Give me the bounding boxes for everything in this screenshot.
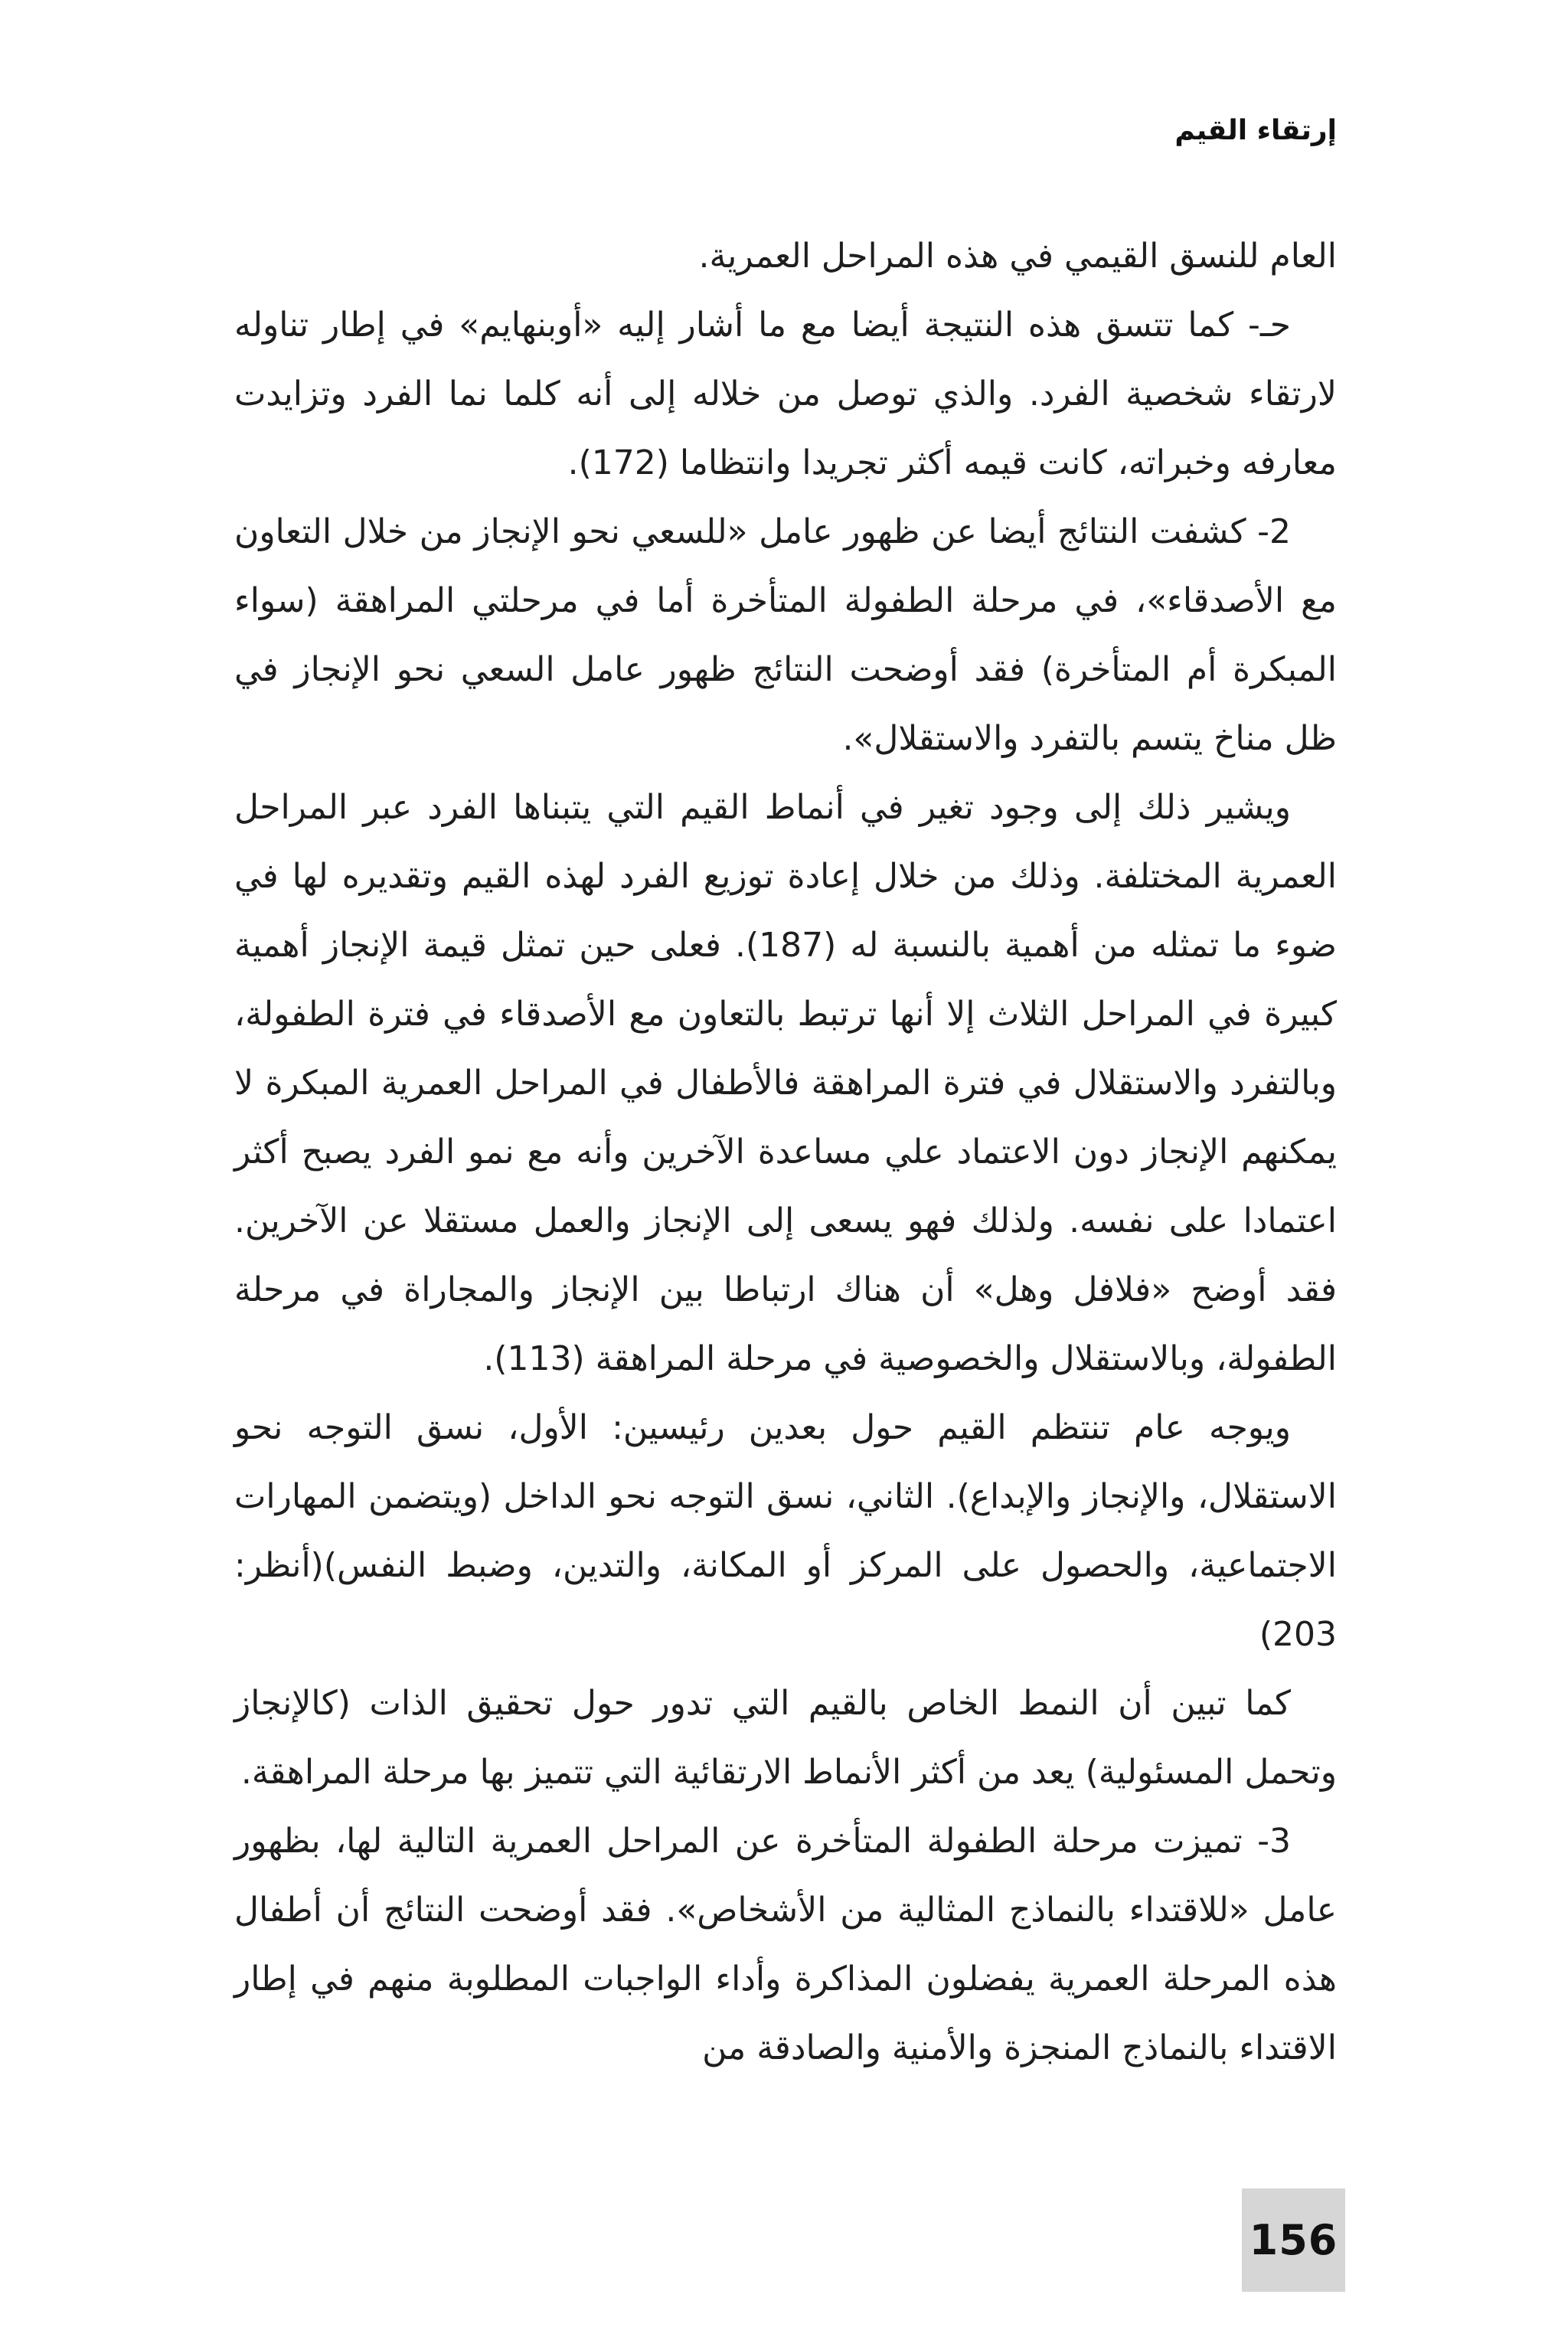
paragraph: حـ- كما تتسق هذه النتيجة أيضا مع ما أشار إليه «أوبنهايم» في إطار تناوله لارتقاء شخصية الفرد. والذي توصل من خلاله إلى أنه كلما نما الفرد وتزايدت معارفه وخبراته، كانت قيمه أكثر تجريدا وانتظاما (172). <box>234 306 1337 482</box>
page-number-box <box>1242 2188 1345 2292</box>
running-header: إرتقاء القيم <box>1174 115 1337 146</box>
paragraph: ويشير ذلك إلى وجود تغير في أنماط القيم التي يتبناها الفرد عبر المراحل العمرية المختلفة. وذلك من خلال إعادة توزيع الفرد لهذه القيم وتقديره لها في ضوء ما تمثله من أهمية بالنسبة له (187). فعلى حين تمثل قيمة الإنجاز أهمية كبيرة في المراحل الثلاث إلا أنها ترتبط بالتعاون مع الأصدقاء في فترة الطفولة، وبالتفرد والاستقلال في فترة المراهقة فالأطفال في المراحل العمرية المبكرة لا يمكنهم الإنجاز دون الاعتماد علي مساعدة الآخرين وأنه مع نمو الفرد يصبح أكثر اعتمادا على نفسه. ولذلك فهو يسعى إلى الإنجاز والعمل مستقلا عن الآخرين. فقد أوضح «فلافل وهل» أن هناك ارتباطا بين الإنجاز والمجاراة في مرحلة الطفولة، وبالاستقلال والخصوصية في مرحلة المراهقة (113). <box>234 788 1337 1378</box>
paragraph: 3- تميزت مرحلة الطفولة المتأخرة عن المراحل العمرية التالية لها، بظهور عامل «للاقتداء بالنماذج المثالية من الأشخاص». فقد أوضحت النتائج أن أطفال هذه المرحلة العمرية يفضلون المذاكرة وأداء الواجبات المطلوبة منهم في إطار الاقتداء بالنماذج المنجزة والأمنية والصادقة من <box>234 1822 1337 2067</box>
page-number: 156 <box>1249 2216 1338 2264</box>
paragraph: ويوجه عام تنتظم القيم حول بعدين رئيسين: الأول، نسق التوجه نحو الاستقلال، والإنجاز والإبداع). الثاني، نسق التوجه نحو الداخل (ويتضمن المهارات الاجتماعية، والحصول على المركز أو المكانة، والتدين، وضبط النفس)(أنظر: 203) <box>234 1408 1337 1654</box>
paragraph: كما تبين أن النمط الخاص بالقيم التي تدور حول تحقيق الذات (كالإنجاز وتحمل المسئولية) يعد من أكثر الأنماط الارتقائية التي تتميز بها مرحلة المراهقة. <box>234 1684 1337 1792</box>
paragraph: العام للنسق القيمي في هذه المراحل العمرية. <box>698 237 1337 276</box>
paragraph: 2- كشفت النتائج أيضا عن ظهور عامل «للسعي نحو الإنجاز من خلال التعاون مع الأصدقاء»، في مرحلة الطفولة المتأخرة أما في مرحلتي المراهقة (سواء المبكرة أم المتأخرة) فقد أوضحت النتائج ظهور عامل السعي نحو الإنجاز في ظل مناخ يتسم بالتفرد والاستقلال». <box>234 512 1337 758</box>
body-text <box>234 222 1337 2083</box>
